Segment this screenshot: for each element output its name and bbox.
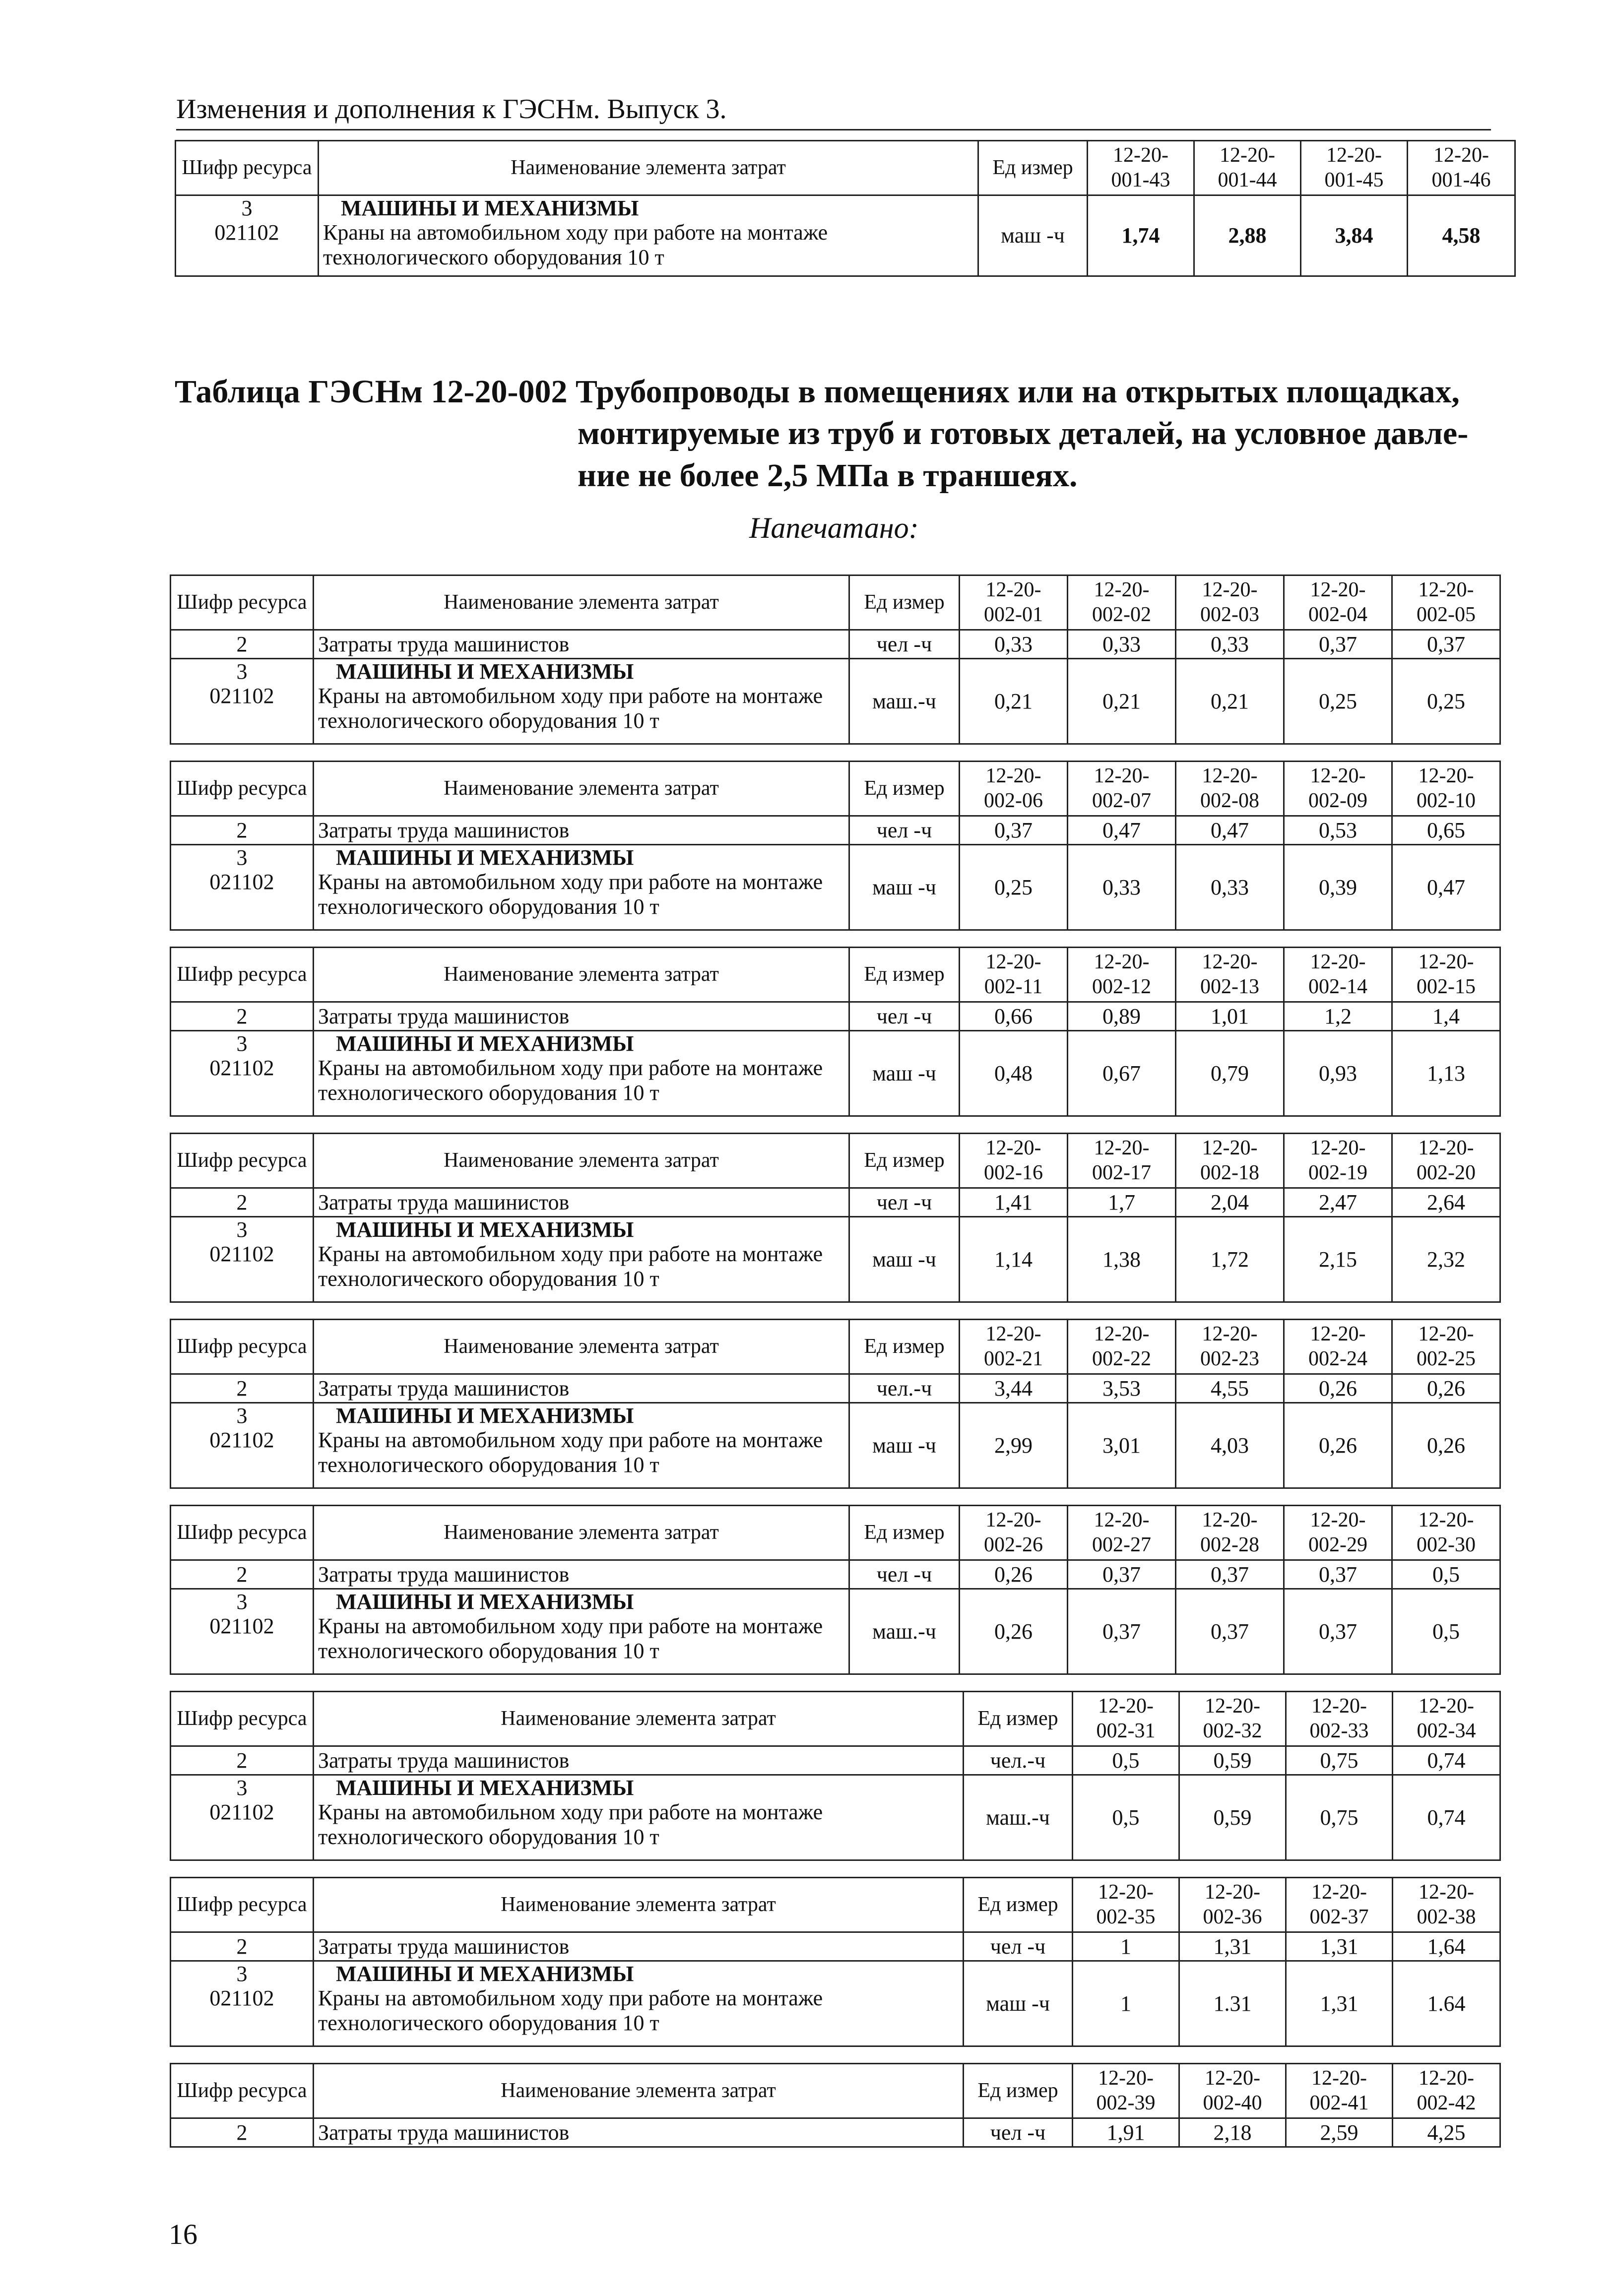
labor-unit: чел -ч (964, 2118, 1073, 2147)
header-code: 12-20- 002-05 (1392, 575, 1500, 630)
labor-value: 0,37 (1392, 630, 1500, 659)
header-code: 12-20- 001-44 (1194, 141, 1301, 195)
norm-table-block (170, 2063, 1501, 2148)
header-code: 12-20- 002-42 (1393, 2064, 1500, 2118)
machine-value: 0,79 (1176, 1031, 1284, 1116)
labor-value: 0,59 (1179, 1746, 1286, 1775)
norm-table-block (170, 761, 1501, 931)
labor-value: 2,64 (1392, 1188, 1500, 1217)
page-number: 16 (169, 2218, 197, 2250)
labor-value: 0,33 (1176, 630, 1284, 659)
labor-value: 4,25 (1393, 2118, 1500, 2147)
header-element-name: Наименование элемента затрат (314, 1134, 849, 1188)
labor-value: 0,75 (1286, 1746, 1393, 1775)
labor-value: 0,37 (1284, 630, 1392, 659)
norm-table-block (170, 1691, 1501, 1861)
machine-value: 0,47 (1392, 845, 1500, 930)
top-table (175, 140, 1516, 277)
header-code: 12-20- 002-07 (1068, 762, 1176, 816)
machine-value: 0,5 (1392, 1589, 1500, 1674)
header-code: 12-20- 002-37 (1286, 1878, 1393, 1932)
header-code: 12-20- 002-36 (1179, 1878, 1286, 1932)
header-code: 12-20- 002-34 (1393, 1692, 1500, 1746)
labor-unit: чел -ч (849, 1002, 960, 1031)
machine-value: 0,39 (1284, 845, 1392, 930)
labor-name: Затраты труда машинистов (314, 816, 849, 845)
machine-unit: маш.-ч (849, 659, 960, 744)
labor-unit: чел -ч (849, 1188, 960, 1217)
header-code: 12-20- 002-11 (960, 948, 1068, 1002)
machine-code-cell: 3 021102 (171, 1031, 314, 1116)
header-unit: Ед измер (964, 1878, 1073, 1932)
header-element-name: Наименование элемента затрат (314, 1692, 964, 1746)
machine-value: 0,26 (1392, 1403, 1500, 1488)
labor-value: 2,59 (1286, 2118, 1393, 2147)
header-resource-code: Шифр ресурса (171, 2064, 314, 2118)
labor-value: 0,66 (960, 1002, 1068, 1031)
machine-value: 2,32 (1392, 1217, 1500, 1302)
header-code: 12-20- 002-23 (1176, 1320, 1284, 1374)
header-code: 12-20- 002-27 (1068, 1506, 1176, 1560)
header-resource-code: Шифр ресурса (171, 1878, 314, 1932)
machine-value: 0,26 (960, 1589, 1068, 1674)
machine-value: 0,48 (960, 1031, 1068, 1116)
machine-name-cell: МАШИНЫ И МЕХАНИЗМЫ Краны на автомобильном ходу при работе на монтаже технологического оборудования 10 т (314, 1217, 849, 1302)
labor-code: 2 (171, 1188, 314, 1217)
header-unit: Ед измер (964, 2064, 1073, 2118)
header-unit: Ед измер (849, 1506, 960, 1560)
machine-value: 0,37 (1068, 1589, 1176, 1674)
labor-code: 2 (171, 1374, 314, 1403)
machine-value: 0,37 (1284, 1589, 1392, 1674)
labor-value: 2,47 (1284, 1188, 1392, 1217)
labor-value: 0,37 (1284, 1560, 1392, 1589)
header-code: 12-20- 002-09 (1284, 762, 1392, 816)
machine-value: 0,37 (1176, 1589, 1284, 1674)
labor-name: Затраты труда машинистов (314, 2118, 964, 2147)
value-cell: 3,84 (1301, 195, 1408, 276)
machine-name-cell: МАШИНЫ И МЕХАНИЗМЫ Краны на автомобильном ходу при работе на монтаже технологического оборудования 10 т (314, 659, 849, 744)
header-element-name: Наименование элемента затрат (319, 141, 978, 195)
labor-name: Затраты труда машинистов (314, 630, 849, 659)
header-unit: Ед измер (978, 141, 1088, 195)
machine-value: 0,75 (1286, 1775, 1393, 1860)
labor-value: 4,55 (1176, 1374, 1284, 1403)
header-code: 12-20- 002-13 (1176, 948, 1284, 1002)
labor-code: 2 (171, 1932, 314, 1961)
norm-table-block (170, 1505, 1501, 1675)
header-code: 12-20- 002-17 (1068, 1134, 1176, 1188)
header-element-name: Наименование элемента затрат (314, 1506, 849, 1560)
printed-label: Напечатано: (749, 511, 919, 544)
header-element-name: Наименование элемента затрат (314, 948, 849, 1002)
labor-value: 1,01 (1176, 1002, 1284, 1031)
machine-unit: маш.-ч (849, 1589, 960, 1674)
header-resource-code: Шифр ресурса (171, 762, 314, 816)
header-code: 12-20- 002-03 (1176, 575, 1284, 630)
labor-value: 0,53 (1284, 816, 1392, 845)
header-code: 12-20- 002-41 (1286, 2064, 1393, 2118)
machine-unit: маш.-ч (964, 1775, 1073, 1860)
header-code: 12-20- 002-10 (1392, 762, 1500, 816)
norm-table-block (170, 1319, 1501, 1489)
header-code: 12-20- 001-46 (1408, 141, 1515, 195)
labor-name: Затраты труда машинистов (314, 1746, 964, 1775)
machine-value: 0,33 (1176, 845, 1284, 930)
header-code: 12-20- 002-32 (1179, 1692, 1286, 1746)
labor-value: 1,64 (1393, 1932, 1500, 1961)
machine-value: 1,72 (1176, 1217, 1284, 1302)
machine-name-cell: МАШИНЫ И МЕХАНИЗМЫ Краны на автомобильном ходу при работе на монтаже технологического оборудования 10 т (314, 1031, 849, 1116)
labor-value: 0,26 (1392, 1374, 1500, 1403)
labor-unit: чел -ч (964, 1932, 1073, 1961)
labor-value: 0,26 (960, 1560, 1068, 1589)
machine-unit: маш -ч (849, 845, 960, 930)
header-code: 12-20- 002-06 (960, 762, 1068, 816)
header-resource-code: Шифр ресурса (171, 948, 314, 1002)
machine-name-cell: МАШИНЫ И МЕХАНИЗМЫ Краны на автомобильном ходу при работе на монтаже технологического оборудования 10 т (314, 845, 849, 930)
machine-value: 0,21 (960, 659, 1068, 744)
header-unit: Ед измер (849, 948, 960, 1002)
header-code: 12-20- 002-04 (1284, 575, 1392, 630)
header-code: 12-20- 002-29 (1284, 1506, 1392, 1560)
norm-table-block (170, 1133, 1501, 1303)
header-resource-code: Шифр ресурса (171, 1134, 314, 1188)
labor-unit: чел -ч (849, 816, 960, 845)
machine-value: 3,01 (1068, 1403, 1176, 1488)
machine-value: 1,14 (960, 1217, 1068, 1302)
machine-value: 0,74 (1393, 1775, 1500, 1860)
header-resource-code: Шифр ресурса (176, 141, 319, 195)
machine-value: 0,26 (1284, 1403, 1392, 1488)
header-resource-code: Шифр ресурса (171, 1506, 314, 1560)
machine-unit: маш -ч (964, 1961, 1073, 2046)
value-cell: 1,74 (1088, 195, 1194, 276)
header-code: 12-20- 001-43 (1088, 141, 1194, 195)
labor-value: 0,37 (1068, 1560, 1176, 1589)
machine-value: 2,15 (1284, 1217, 1392, 1302)
labor-code: 2 (171, 1002, 314, 1031)
machine-value: 2,99 (960, 1403, 1068, 1488)
machine-value: 1,31 (1286, 1961, 1393, 2046)
norm-table-block (170, 947, 1501, 1117)
table-title-line2: монтируемые из труб и готовых деталей, на условное давле-ние не более 2,5 МПа в траншеях. (578, 415, 1469, 494)
value-cell: 4,58 (1408, 195, 1515, 276)
header-code: 12-20- 002-21 (960, 1320, 1068, 1374)
header-rule (176, 129, 1491, 130)
labor-value: 0,5 (1073, 1746, 1179, 1775)
labor-value: 1,91 (1073, 2118, 1179, 2147)
header-code: 12-20- 002-18 (1176, 1134, 1284, 1188)
labor-value: 0,33 (1068, 630, 1176, 659)
labor-value: 0,5 (1392, 1560, 1500, 1589)
labor-value: 1,31 (1179, 1932, 1286, 1961)
labor-unit: чел -ч (849, 630, 960, 659)
header-code: 12-20- 002-02 (1068, 575, 1176, 630)
machine-code-cell: 3 021102 (171, 659, 314, 744)
header-element-name: Наименование элемента затрат (314, 575, 849, 630)
header-element-name: Наименование элемента затрат (314, 762, 849, 816)
labor-value: 3,44 (960, 1374, 1068, 1403)
labor-value: 0,47 (1176, 816, 1284, 845)
header-code: 12-20- 002-19 (1284, 1134, 1392, 1188)
labor-name: Затраты труда машинистов (314, 1932, 964, 1961)
machine-value: 0,21 (1068, 659, 1176, 744)
labor-value: 1,4 (1392, 1002, 1500, 1031)
labor-unit: чел -ч (849, 1560, 960, 1589)
labor-value: 0,74 (1393, 1746, 1500, 1775)
labor-code: 2 (171, 1746, 314, 1775)
machine-name-cell: МАШИНЫ И МЕХАНИЗМЫ Краны на автомобильном ходу при работе на монтаже технологического оборудования 10 т (314, 1403, 849, 1488)
labor-name: Затраты труда машинистов (314, 1188, 849, 1217)
header-code: 12-20- 002-33 (1286, 1692, 1393, 1746)
machine-value: 0,5 (1073, 1775, 1179, 1860)
labor-name: Затраты труда машинистов (314, 1002, 849, 1031)
labor-unit: чел.-ч (849, 1374, 960, 1403)
header-code: 12-20- 002-15 (1392, 948, 1500, 1002)
machine-code-cell: 3 021102 (171, 1961, 314, 2046)
header-code: 12-20- 002-31 (1073, 1692, 1179, 1746)
table-title-line1: Таблица ГЭСНм 12-20-002 Трубопроводы в помещениях или на открытых площадках, (175, 374, 1460, 410)
labor-value: 0,37 (1176, 1560, 1284, 1589)
header-resource-code: Шифр ресурса (171, 1692, 314, 1746)
header-code: 12-20- 002-16 (960, 1134, 1068, 1188)
machine-name-cell: МАШИНЫ И МЕХАНИЗМЫ Краны на автомобильном ходу при работе на монтаже технологического оборудования 10 т (314, 1589, 849, 1674)
header-code: 12-20- 002-12 (1068, 948, 1176, 1002)
header-unit: Ед измер (964, 1692, 1073, 1746)
header-code: 12-20- 002-30 (1392, 1506, 1500, 1560)
header-code: 12-20- 002-25 (1392, 1320, 1500, 1374)
machine-value: 0,93 (1284, 1031, 1392, 1116)
machine-unit: маш -ч (849, 1031, 960, 1116)
machine-value: 4,03 (1176, 1403, 1284, 1488)
labor-value: 2,04 (1176, 1188, 1284, 1217)
machine-value: 0,25 (960, 845, 1068, 930)
header-element-name: Наименование элемента затрат (314, 2064, 964, 2118)
norm-table-block (170, 574, 1501, 745)
labor-value: 1,2 (1284, 1002, 1392, 1031)
labor-value: 1,41 (960, 1188, 1068, 1217)
labor-name: Затраты труда машинистов (314, 1374, 849, 1403)
header-code: 12-20- 002-39 (1073, 2064, 1179, 2118)
header-code: 12-20- 002-24 (1284, 1320, 1392, 1374)
machine-name-cell: МАШИНЫ И МЕХАНИЗМЫ Краны на автомобильном ходу при работе на монтаже технологического оборудования 10 т (314, 1775, 964, 1860)
labor-unit: чел.-ч (964, 1746, 1073, 1775)
machine-code-cell: 3 021102 (171, 845, 314, 930)
machine-code-cell: 3 021102 (171, 1403, 314, 1488)
labor-code: 2 (171, 1560, 314, 1589)
header-code: 12-20- 002-40 (1179, 2064, 1286, 2118)
header-code: 12-20- 002-08 (1176, 762, 1284, 816)
header-code: 12-20- 002-26 (960, 1506, 1068, 1560)
machine-value: 1 (1073, 1961, 1179, 2046)
labor-value: 0,33 (960, 630, 1068, 659)
resource-code-cell: 3 021102 (176, 195, 319, 276)
header-unit: Ед измер (849, 1320, 960, 1374)
labor-value: 0,47 (1068, 816, 1176, 845)
machine-code-cell: 3 021102 (171, 1589, 314, 1674)
machine-value: 1,13 (1392, 1031, 1500, 1116)
header-resource-code: Шифр ресурса (171, 575, 314, 630)
value-cell: 2,88 (1194, 195, 1301, 276)
machine-value: 0,67 (1068, 1031, 1176, 1116)
machine-code-cell: 3 021102 (171, 1217, 314, 1302)
labor-value: 3,53 (1068, 1374, 1176, 1403)
labor-name: Затраты труда машинистов (314, 1560, 849, 1589)
machine-value: 0,21 (1176, 659, 1284, 744)
machine-code-cell: 3 021102 (171, 1775, 314, 1860)
machine-value: 0,33 (1068, 845, 1176, 930)
labor-value: 2,18 (1179, 2118, 1286, 2147)
header-unit: Ед измер (849, 762, 960, 816)
machine-unit: маш -ч (849, 1217, 960, 1302)
header-unit: Ед измер (849, 575, 960, 630)
labor-code: 2 (171, 816, 314, 845)
header-resource-code: Шифр ресурса (171, 1320, 314, 1374)
labor-value: 0,89 (1068, 1002, 1176, 1031)
resource-name-cell: МАШИНЫ И МЕХАНИЗМЫ Краны на автомобильном ходу при работе на монтаже технологического оборудования 10 т (319, 195, 978, 276)
labor-value: 1 (1073, 1932, 1179, 1961)
header-code: 12-20- 002-14 (1284, 948, 1392, 1002)
unit-cell: маш -ч (978, 195, 1088, 276)
machine-value: 0,25 (1392, 659, 1500, 744)
table-title (175, 371, 1514, 497)
machine-value: 0,25 (1284, 659, 1392, 744)
labor-value: 0,37 (960, 816, 1068, 845)
machine-value: 1.64 (1393, 1961, 1500, 2046)
machine-value: 1,38 (1068, 1217, 1176, 1302)
labor-value: 0,65 (1392, 816, 1500, 845)
header-code: 12-20- 002-20 (1392, 1134, 1500, 1188)
labor-code: 2 (171, 630, 314, 659)
labor-value: 1,7 (1068, 1188, 1176, 1217)
machine-value: 1.31 (1179, 1961, 1286, 2046)
machine-name-cell: МАШИНЫ И МЕХАНИЗМЫ Краны на автомобильном ходу при работе на монтаже технологического оборудования 10 т (314, 1961, 964, 2046)
machine-unit: маш -ч (849, 1403, 960, 1488)
header-code: 12-20- 002-35 (1073, 1878, 1179, 1932)
header-code: 12-20- 002-28 (1176, 1506, 1284, 1560)
header-code: 12-20- 002-38 (1393, 1878, 1500, 1932)
norm-table-block (170, 1877, 1501, 2047)
machine-value: 0,59 (1179, 1775, 1286, 1860)
header-element-name: Наименование элемента затрат (314, 1878, 964, 1932)
page-header-title: Изменения и дополнения к ГЭСНм. Выпуск 3. (176, 94, 727, 125)
header-code: 12-20- 002-22 (1068, 1320, 1176, 1374)
header-element-name: Наименование элемента затрат (314, 1320, 849, 1374)
header-code: 12-20- 001-45 (1301, 141, 1408, 195)
labor-value: 0,26 (1284, 1374, 1392, 1403)
header-code: 12-20- 002-01 (960, 575, 1068, 630)
labor-value: 1,31 (1286, 1932, 1393, 1961)
labor-code: 2 (171, 2118, 314, 2147)
header-unit: Ед измер (849, 1134, 960, 1188)
